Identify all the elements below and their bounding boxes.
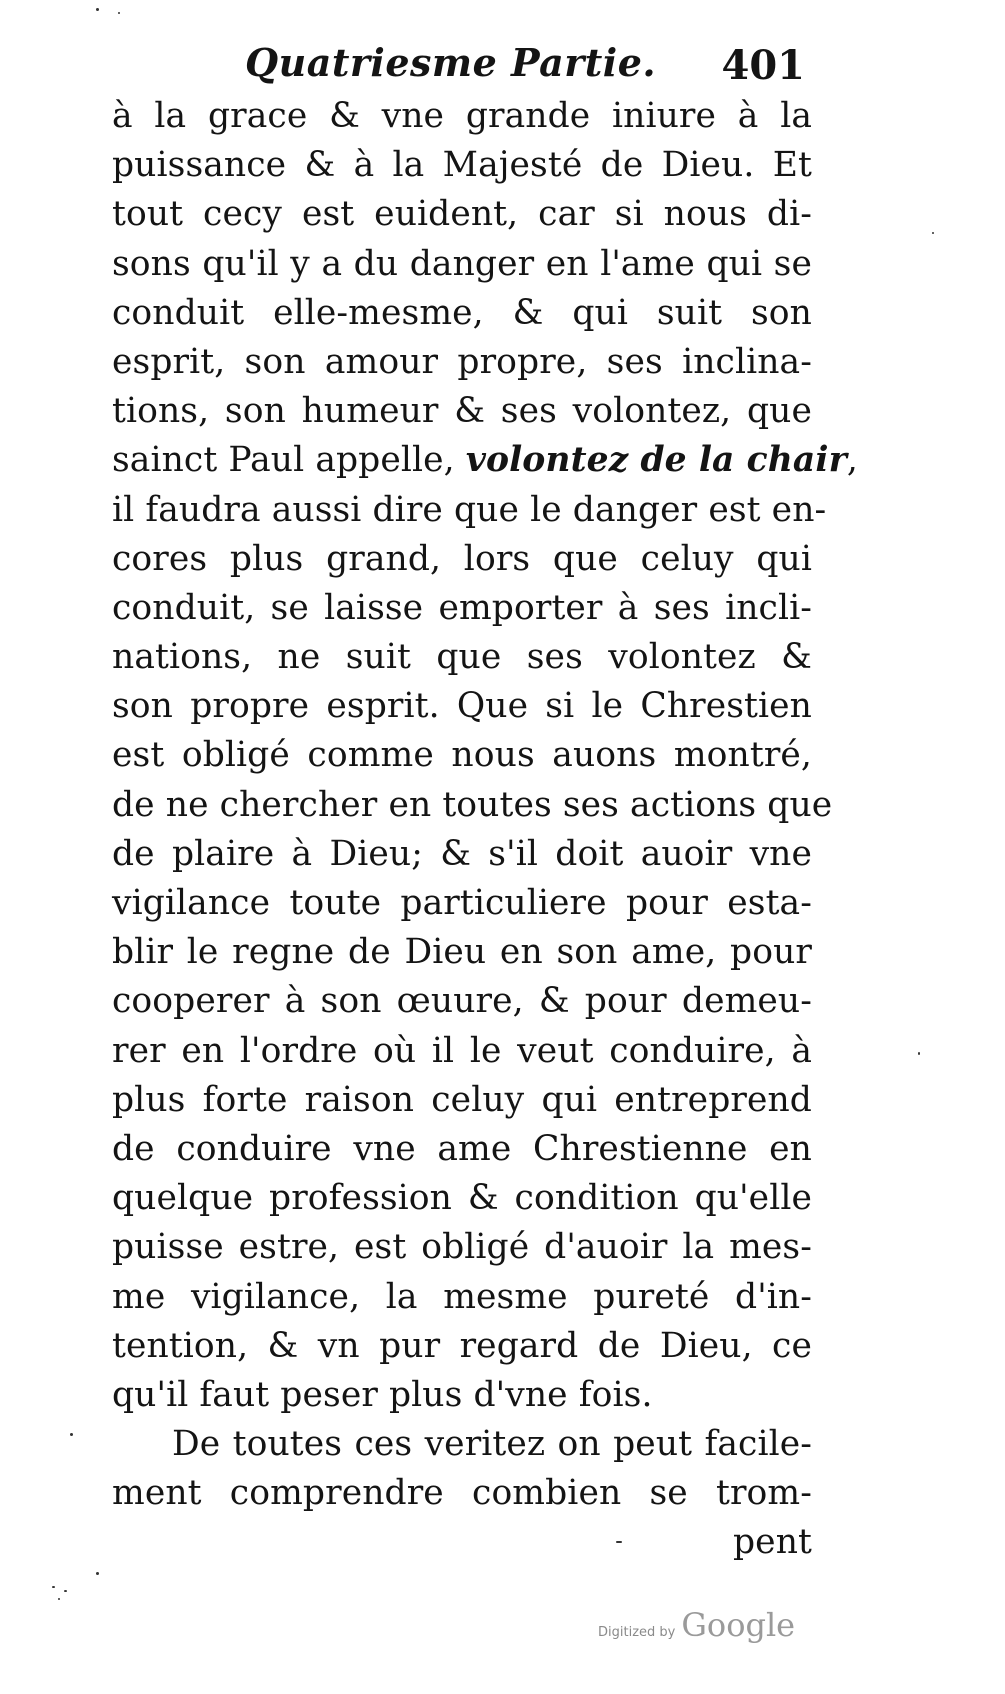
scan-speck xyxy=(52,1586,55,1588)
text-line: tention, & vn pur regard de Dieu, ce xyxy=(112,1325,812,1366)
page-header xyxy=(245,40,805,100)
text-line: puissance & à la Majesté de Dieu. Et xyxy=(112,145,812,186)
text-line: me vigilance, la mesme pureté d'in- xyxy=(112,1276,812,1317)
text-line: plus forte raison celuy qui entreprend xyxy=(112,1079,812,1120)
watermark-brand: Google xyxy=(681,1606,796,1644)
text-line: cores plus grand, lors que celuy qui xyxy=(112,538,812,579)
scan-speck xyxy=(58,1598,60,1600)
page-number: 401 xyxy=(721,42,805,89)
text-line-with-quote xyxy=(112,436,858,485)
text-line: nations, ne suit que ses volontez & xyxy=(112,637,812,678)
scan-speck xyxy=(96,8,99,11)
text-line: cooperer à son œuure, & pour demeu- xyxy=(112,981,812,1022)
line-prefix: sainct Paul appelle, xyxy=(112,440,466,481)
running-head: Quatriesme Partie. xyxy=(245,40,657,85)
text-line: quelque profession & condition qu'elle xyxy=(112,1178,812,1219)
scan-speck xyxy=(64,1590,67,1592)
text-line: conduit, se laisse emporter à ses incli- xyxy=(112,587,812,628)
text-line: de plaire à Dieu; & s'il doit auoir vne xyxy=(112,833,812,874)
line-suffix: , xyxy=(846,440,858,481)
paragraph-start-line: De toutes ces veritez on peut facile- xyxy=(172,1424,812,1465)
text-line: à la grace & vne grande iniure à la xyxy=(112,96,812,136)
text-line: vigilance toute particuliere pour esta- xyxy=(112,883,812,923)
watermark-label: Digitized by xyxy=(598,1625,676,1640)
text-line: il faudra aussi dire que le danger est en- xyxy=(112,489,827,530)
text-line: rer en l'ordre où il le veut conduire, à xyxy=(112,1030,812,1071)
text-line: esprit, son amour propre, ses inclina- xyxy=(112,341,812,382)
scan-speck xyxy=(932,232,934,234)
paragraph-end-line: qu'il faut peser plus d'vne fois. xyxy=(112,1374,653,1415)
quoted-phrase: volontez de la chair xyxy=(465,440,847,481)
text-line: de conduire vne ame Chrestienne en xyxy=(112,1128,812,1169)
text-line: ment comprendre combien se trom- xyxy=(112,1473,812,1514)
text-line: sons qu'il y a du danger en l'ame qui se xyxy=(112,243,812,284)
scan-speck xyxy=(918,1052,920,1055)
scan-speck xyxy=(616,1541,622,1543)
text-line: son propre esprit. Que si le Chrestien xyxy=(112,686,812,727)
text-line: puisse estre, est obligé d'auoir la mes- xyxy=(112,1227,812,1268)
scan-speck xyxy=(118,12,120,14)
text-line: blir le regne de Dieu en son ame, pour xyxy=(112,932,812,973)
scan-speck xyxy=(70,1433,73,1436)
text-line: tout cecy est euident, car si nous di- xyxy=(112,194,812,235)
digitization-watermark xyxy=(598,1606,795,1646)
catchword: pent xyxy=(733,1522,812,1563)
text-line: conduit elle-mesme, & qui suit son xyxy=(112,292,812,333)
text-line: est obligé comme nous auons montré, xyxy=(112,735,812,776)
body-text xyxy=(112,92,858,1568)
text-line: de ne chercher en toutes ses actions que xyxy=(112,784,833,825)
scan-speck xyxy=(96,1572,99,1575)
text-line: tions, son humeur & ses volontez, que xyxy=(112,391,812,432)
